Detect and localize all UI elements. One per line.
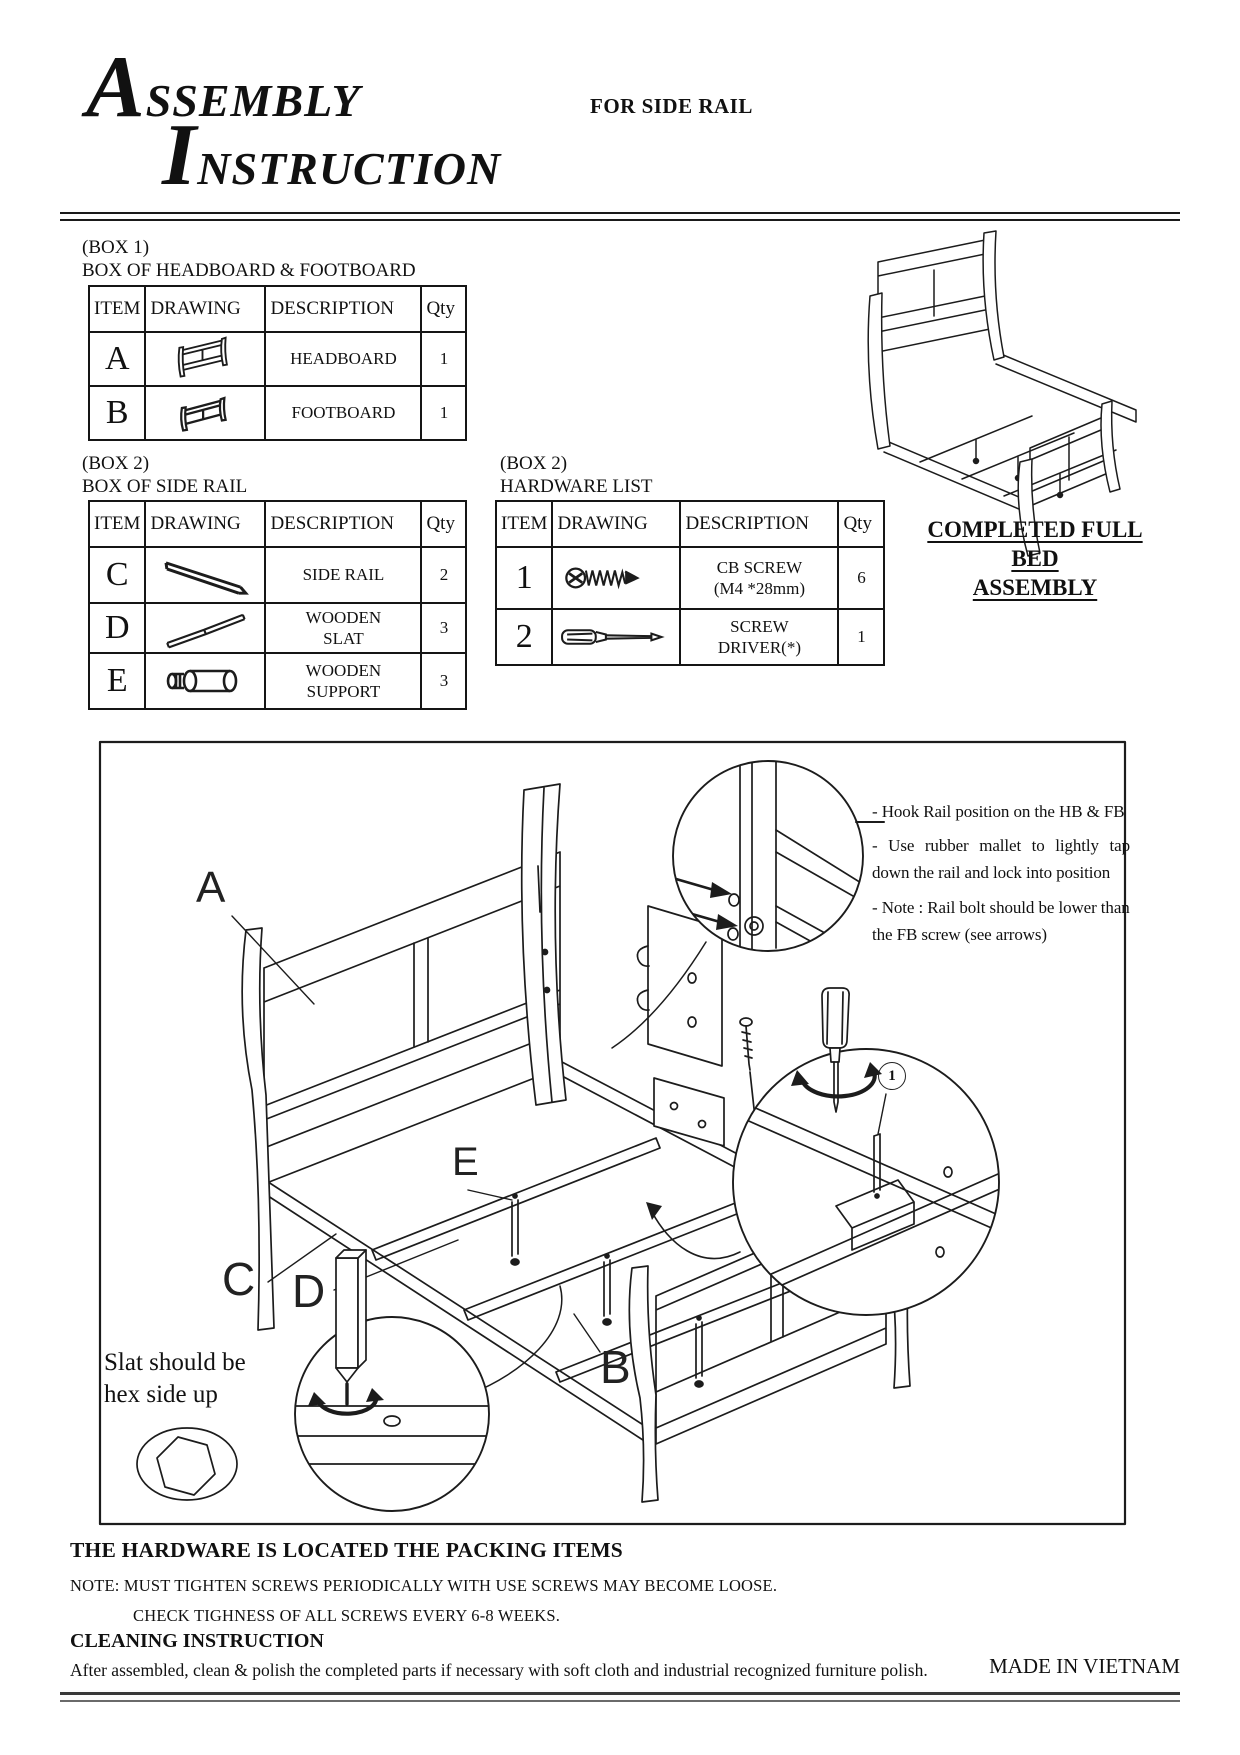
box1-row-b-qty: 1 — [421, 386, 466, 440]
table-row — [89, 547, 466, 603]
desc-line: WOODEN — [305, 660, 382, 680]
slat-note-line1: Slat should be — [104, 1349, 246, 1376]
hex-note-drawing — [137, 1428, 237, 1500]
title-assembly-initial: A — [86, 39, 146, 136]
box2-label: (BOX 2) — [82, 453, 150, 474]
footer-rule-top — [60, 1692, 1180, 1695]
hardware-number-badge: 1 — [878, 1062, 906, 1090]
part-label-b: B — [600, 1341, 631, 1393]
box2-row-c-desc — [265, 547, 421, 603]
box2-table — [88, 500, 467, 710]
hardware-col-qty: Qty — [838, 501, 884, 547]
box1-col-description: DESCRIPTION — [265, 286, 421, 332]
cb-screw-icon — [552, 547, 680, 609]
box1-row-b-item: B — [89, 386, 145, 440]
hardware-row-1-qty: 6 — [838, 547, 884, 609]
box1-row-a-item: A — [89, 332, 145, 386]
hardware-title: HARDWARE LIST — [500, 476, 653, 498]
assembly-notes — [872, 798, 1130, 955]
box1-heading — [82, 236, 416, 282]
box2-col-item: ITEM — [89, 501, 145, 547]
table-row — [496, 609, 884, 665]
box1-table — [88, 285, 467, 441]
cleaning-heading: CLEANING INSTRUCTION — [70, 1630, 324, 1652]
part-label-c: C — [222, 1253, 256, 1305]
box2-row-e-qty: 3 — [421, 653, 466, 709]
hardware-row-1-desc — [680, 547, 838, 609]
hardware-label: (BOX 2) — [500, 453, 568, 474]
headboard-icon — [145, 332, 265, 386]
completed-bed-drawing — [868, 231, 1136, 556]
desc-line: (M4 *28mm) — [713, 579, 805, 598]
box2-row-e-item: E — [89, 653, 145, 709]
table-row — [89, 603, 466, 653]
desc-line: WOODEN — [305, 607, 382, 627]
note-hook-rail: - Hook Rail position on the HB & FB — [872, 802, 1125, 821]
footer-note-2: CHECK TIGHNESS OF ALL SCREWS EVERY 6-8 WEEKS. — [133, 1606, 561, 1625]
box1-label: (BOX 1) — [82, 237, 150, 258]
desc-line: SCREW — [730, 616, 789, 636]
hardware-table — [495, 500, 885, 666]
box2-title: BOX OF SIDE RAIL — [82, 476, 248, 498]
hardware-row-1-item: 1 — [496, 547, 552, 609]
note-rubber-mallet: - Use rubber mallet to lightly tap down the rail and lock into position — [872, 836, 1130, 883]
box2-row-c-item: C — [89, 547, 145, 603]
box1-row-a-desc — [265, 332, 421, 386]
box2-col-qty: Qty — [421, 501, 466, 547]
table-row — [89, 386, 466, 440]
box2-heading — [82, 452, 247, 498]
box2-col-drawing: DRAWING — [145, 501, 265, 547]
box1-col-qty: Qty — [421, 286, 466, 332]
part-label-a: A — [196, 863, 226, 912]
title-instruction-initial: I — [162, 107, 198, 204]
footboard-icon — [145, 386, 265, 440]
box2-row-c-qty: 2 — [421, 547, 466, 603]
header-rule-top — [60, 212, 1180, 214]
hardware-header-row — [496, 501, 884, 547]
completed-caption-line2: ASSEMBLY — [972, 574, 1098, 600]
side-rail-icon — [145, 547, 265, 603]
table-row — [89, 653, 466, 709]
made-in-label: MADE IN VIETNAM — [989, 1654, 1180, 1678]
slat-note-line2: hex side up — [104, 1381, 218, 1408]
footer-rule-bottom — [60, 1700, 1180, 1702]
box1-row-a-qty: 1 — [421, 332, 466, 386]
box2-row-d-qty: 3 — [421, 603, 466, 653]
part-label-e: E — [452, 1140, 479, 1184]
hardware-row-2-desc — [680, 609, 838, 665]
title-instruction — [162, 107, 502, 204]
box1-col-item: ITEM — [89, 286, 145, 332]
wooden-support-icon — [145, 653, 265, 709]
desc-line: DRIVER(*) — [717, 638, 801, 657]
desc-line: CB SCREW — [716, 557, 803, 577]
table-row — [496, 547, 884, 609]
header-rule-bottom — [60, 219, 1180, 221]
part-label-d: D — [292, 1265, 326, 1317]
title-assembly-rest: SSEMBLY — [145, 75, 361, 126]
note-rail-bolt: - Note : Rail bolt should be lower than the FB screw (see arrows) — [872, 897, 1130, 944]
desc-line: FOOTBOARD — [291, 403, 396, 423]
box1-title: BOX OF HEADBOARD & FOOTBOARD — [82, 260, 416, 282]
title-instruction-rest: NSTRUCTION — [197, 143, 502, 194]
cleaning-text: After assembled, clean & polish the completed parts if necessary with soft cloth and industrial recognized furniture polish. — [70, 1660, 928, 1680]
desc-line: SLAT — [323, 629, 364, 648]
box1-header-row — [89, 286, 466, 332]
hardware-heading — [500, 452, 653, 498]
hardware-col-item: ITEM — [496, 501, 552, 547]
box2-row-d-desc — [265, 603, 421, 653]
table-row — [89, 332, 466, 386]
box2-header-row — [89, 501, 466, 547]
hardware-row-2-qty: 1 — [838, 609, 884, 665]
footer-note-1: NOTE: MUST TIGHTEN SCREWS PERIODICALLY WITH USE SCREWS MAY BECOME LOOSE. — [70, 1576, 778, 1595]
completed-caption-line1: COMPLETED FULL BED — [927, 517, 1143, 571]
box1-row-b-desc — [265, 386, 421, 440]
desc-line: SUPPORT — [306, 682, 381, 701]
product-subtitle: FOR SIDE RAIL — [590, 94, 753, 118]
desc-line: HEADBOARD — [290, 349, 397, 369]
completed-caption — [905, 516, 1165, 602]
hardware-col-drawing: DRAWING — [552, 501, 680, 547]
footer-heading: THE HARDWARE IS LOCATED THE PACKING ITEMS — [70, 1538, 623, 1562]
screwdriver-icon — [552, 609, 680, 665]
box2-row-d-item: D — [89, 603, 145, 653]
hardware-row-2-item: 2 — [496, 609, 552, 665]
wooden-slat-icon — [145, 603, 265, 653]
hardware-col-description: DESCRIPTION — [680, 501, 838, 547]
box2-row-e-desc — [265, 653, 421, 709]
box1-col-drawing: DRAWING — [145, 286, 265, 332]
box2-col-description: DESCRIPTION — [265, 501, 421, 547]
desc-line: SIDE RAIL — [302, 565, 385, 585]
